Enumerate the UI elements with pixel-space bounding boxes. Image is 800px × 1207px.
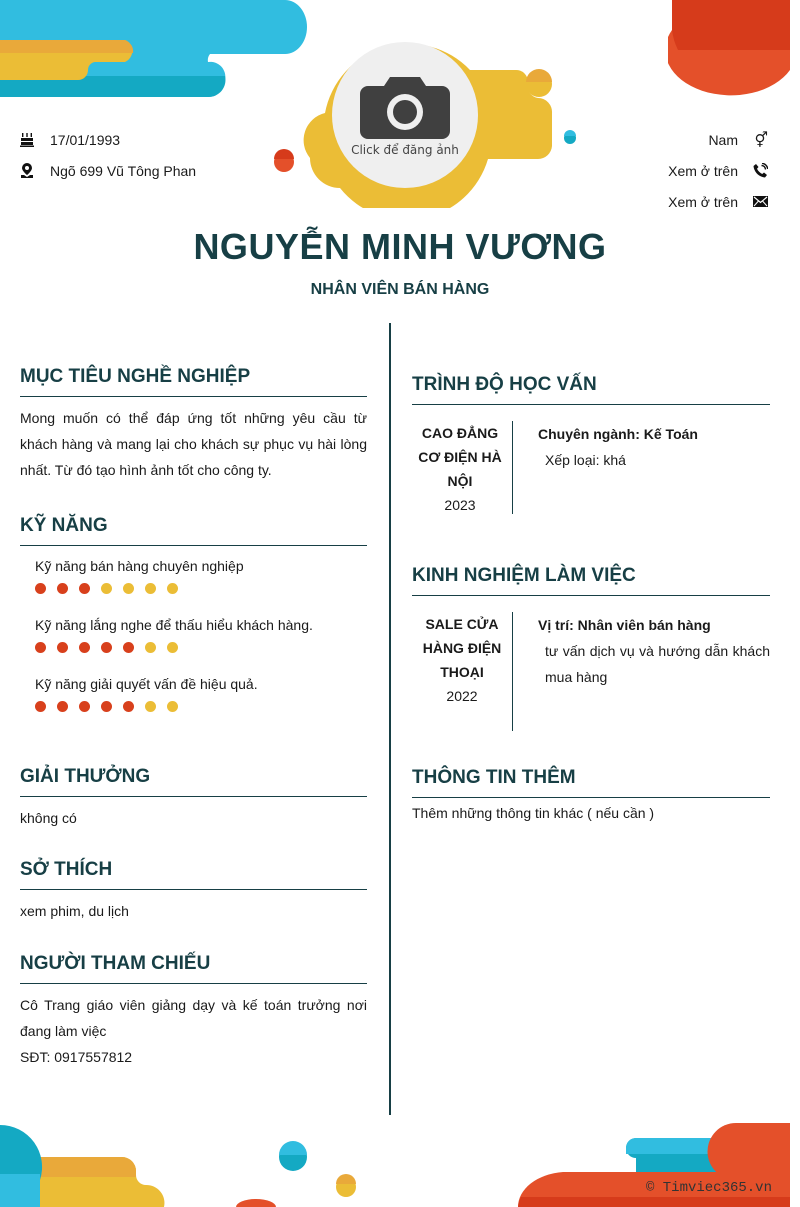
personal-info-right [668, 124, 768, 217]
avatar-upload-button[interactable] [332, 42, 478, 188]
rating-dot-empty [167, 583, 178, 594]
address-row [20, 155, 196, 186]
skill-item [35, 556, 367, 594]
rating-dot-filled [79, 583, 90, 594]
rating-dot-filled [57, 583, 68, 594]
rating-dot-empty [145, 642, 156, 653]
awards-title: GIẢI THƯỞNG [20, 766, 367, 797]
additional-info-title: THÔNG TIN THÊM [412, 767, 770, 798]
experience-section [412, 565, 770, 731]
email-row [668, 186, 768, 217]
school-name: CAO ĐẲNG CƠ ĐIỆN HÀ NỘI [418, 425, 502, 489]
copyright-text: © Timviec365.vn [645, 1180, 772, 1196]
education-year: 2023 [444, 497, 476, 513]
rating-dot-empty [145, 701, 156, 712]
phone-value: Xem ở trên [668, 162, 738, 179]
avatar-upload-label: Click để đăng ảnh [351, 143, 459, 157]
map-marker-icon [20, 163, 50, 178]
hobbies-text: xem phim, du lịch [20, 903, 129, 919]
rating-dot-filled [101, 642, 112, 653]
education-major: Chuyên ngành: Kế Toán [538, 426, 698, 442]
skill-item [35, 615, 367, 653]
skill-rating [35, 701, 367, 712]
hobbies-section [20, 859, 367, 924]
rating-dot-filled [57, 642, 68, 653]
skill-item [35, 674, 367, 712]
experience-year: 2022 [446, 688, 478, 704]
rating-dot-filled [35, 642, 46, 653]
rating-dot-filled [79, 701, 90, 712]
skill-name: Kỹ năng giải quyết vấn đề hiệu quả. [35, 676, 258, 692]
address-value: Ngõ 699 Vũ Tông Phan [50, 162, 197, 179]
experience-entry [412, 612, 770, 731]
objective-text: Mong muốn có thể đáp ứng tốt những yêu cầu từ khách hàng và mang lại cho khách sự phục vụ hài lòng nhất. Từ đó tạo hình ảnh tốt cho công ty. [20, 410, 367, 478]
rating-dot-filled [101, 701, 112, 712]
envelope-icon [738, 196, 768, 207]
skill-name: Kỹ năng bán hàng chuyên nghiệp [35, 558, 244, 574]
education-left [412, 421, 513, 514]
experience-position: Vị trí: Nhân viên bán hàng [538, 617, 711, 633]
job-title: NHÂN VIÊN BÁN HÀNG [310, 281, 490, 298]
references-section [20, 953, 367, 1070]
rating-dot-empty [101, 583, 112, 594]
experience-right [513, 612, 770, 731]
rating-dot-empty [145, 583, 156, 594]
references-phone: SĐT: 0917557812 [20, 1049, 133, 1065]
gender-row [668, 124, 768, 155]
objective-title: MỤC TIÊU NGHỀ NGHIỆP [20, 366, 367, 397]
objective-section [20, 366, 367, 483]
references-title: NGƯỜI THAM CHIẾU [20, 953, 367, 984]
gender-value: Nam [708, 131, 738, 148]
experience-title: KINH NGHIỆM LÀM VIỆC [412, 565, 770, 596]
education-right [513, 421, 770, 514]
rating-dot-empty [167, 642, 178, 653]
camera-icon [360, 73, 450, 139]
education-section [412, 374, 770, 514]
rating-dot-empty [123, 583, 134, 594]
rating-dot-empty [167, 701, 178, 712]
column-divider [389, 323, 391, 1115]
skill-name: Kỹ năng lắng nghe để thấu hiểu khách hàng. [35, 617, 313, 633]
hobbies-title: SỞ THÍCH [20, 859, 367, 890]
email-value: Xem ở trên [668, 193, 738, 210]
phone-icon [738, 163, 768, 178]
rating-dot-filled [35, 701, 46, 712]
birthday-row [20, 124, 196, 155]
phone-row [668, 155, 768, 186]
rating-dot-filled [123, 642, 134, 653]
avatar-upload[interactable] [320, 30, 490, 200]
personal-info-left [20, 124, 196, 186]
additional-info-section [412, 767, 770, 826]
birthday-cake-icon [20, 133, 50, 147]
gender-icon: ⚥ [754, 131, 768, 149]
experience-left [412, 612, 513, 731]
references-text: Cô Trang giáo viên giảng dạy và kế toán trưởng nơi đang làm việc [20, 997, 367, 1039]
skill-rating [35, 642, 367, 653]
education-entry [412, 421, 770, 514]
skill-rating [35, 583, 367, 594]
skills-title: KỸ NĂNG [20, 515, 367, 546]
education-title: TRÌNH ĐỘ HỌC VẤN [412, 374, 770, 405]
additional-info-text: Thêm những thông tin khác ( nếu cần ) [412, 805, 655, 821]
rating-dot-filled [35, 583, 46, 594]
rating-dot-filled [79, 642, 90, 653]
candidate-name: NGUYỄN MINH VƯƠNG [193, 226, 607, 267]
education-detail: Xếp loại: khá [545, 452, 626, 468]
awards-section [20, 766, 367, 831]
top-right-decoration [668, 0, 800, 100]
experience-detail: tư vấn dịch vụ và hướng dẫn khách mua hàng [545, 643, 770, 685]
company-name: SALE CỬA HÀNG ĐIỆN THOẠI [422, 616, 502, 680]
bottom-left-decoration [0, 1120, 380, 1207]
awards-text: không có [20, 810, 77, 826]
birthday-value: 17/01/1993 [50, 131, 121, 148]
skills-section [20, 515, 367, 712]
rating-dot-filled [57, 701, 68, 712]
rating-dot-filled [123, 701, 134, 712]
